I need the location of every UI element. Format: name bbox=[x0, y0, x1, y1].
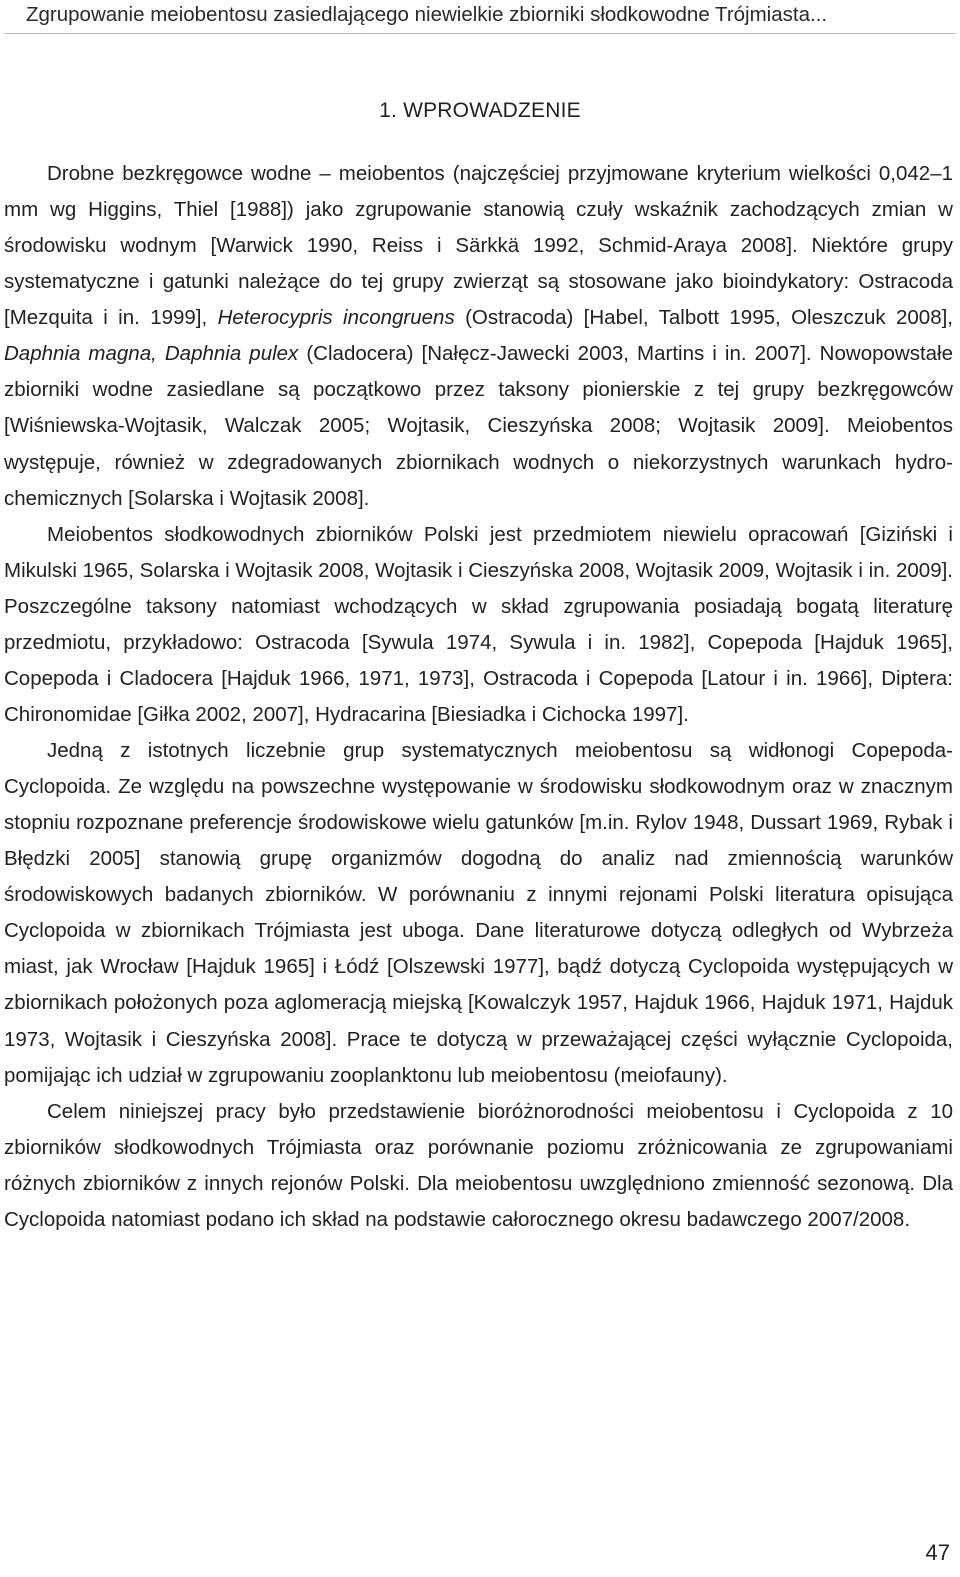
text-run: Celem niniejszej pracy było przedstawienie bioróżnorodności meiobentosu i Cyclopoida z 10 zbiorników słodkowodnych Trójmiasta oraz porównanie poziomu zróżnicowania ze zgrupowaniami różnych zbiorników z innych rejonów Polski. Dla meiobentosu uwzględniono zmienność sezonową. Dla Cyclopoida natomiast podano ich skład na podstawie całorocznego okresu badawczego 2007/2008. bbox=[4, 1099, 953, 1231]
species-name: Daphnia magna, Daphnia pulex bbox=[4, 342, 299, 366]
text-run: Jedną z istotnych liczebnie grup systematycznych meiobentosu są widłonogi Copepoda-Cyclopoida. Ze względu na powszechne występowanie w środowisku słodkowodnym oraz w znacznym stopniu rozpoznane preferencje środowiskowe wielu gatunków [m.in. Rylov 1948, Dussart 1969, Rybak i Błędzki 2005] stanowią grupę organizmów dogodną do analiz nad zmiennością warunków środowiskowych badanych zbiorników. W porównaniu z innymi rejonami Polski literatura opisująca Cyclopoida w zbiornikach Trójmiasta jest uboga. Dane literaturowe dotyczą odległych od Wybrzeża miast, jak Wrocław [Hajduk 1965] i Łódź [Olszewski 1977], bądź dotyczą Cyclopoida występujących w zbiornikach położonych poza aglomeracją miejską [Kowalczyk 1957, Hajduk 1966, Hajduk 1971, Hajduk 1973, Wojtasik i Cieszyńska 2008]. Prace te dotyczą w przeważającej części wyłącznie Cyclopoida, pomijając ich udział w zgrupowaniu zooplanktonu lub meiobentosu (meiofauny). bbox=[4, 739, 953, 1087]
paragraph-literature bbox=[4, 517, 953, 733]
text-run: (Ostracoda) [Habel, Talbott 1995, Oleszczuk 2008], bbox=[454, 306, 953, 330]
paragraph-cyclopoida bbox=[4, 733, 953, 1094]
paragraph-aim bbox=[4, 1094, 953, 1238]
text-run: (Cladocera) [Nałęcz-Jawecki 2003, Martins i in. 2007]. Nowopowstałe zbiorniki wodne zasiedlane są początkowo przez taksony pionierskie z tej grupy bezkręgowców [Wiśniewska-Wojtasik, Walczak 2005; Wojtasik, Cieszyńska 2008; Wojtasik 2009]. Meiobentos występuje, również w zdegradowanych zbiornikach wodnych o niekorzystnych warunkach hydro-chemicznych [Solarska i Wojtasik 2008]. bbox=[4, 342, 953, 510]
section-heading: 1. WPROWADZENIE bbox=[379, 99, 581, 122]
running-header bbox=[4, 0, 956, 34]
species-name: Heterocypris incongruens bbox=[217, 306, 455, 330]
page-number: 47 bbox=[925, 1540, 950, 1565]
running-title: Zgrupowanie meiobentosu zasiedlającego niewielkie zbiorniki słodkowodne Trójmiasta... bbox=[26, 3, 828, 26]
body-text bbox=[4, 156, 953, 1238]
paragraph-intro bbox=[4, 156, 953, 517]
text-run: Drobne bezkręgowce wodne – meiobentos (najczęściej przyjmowane kryterium wielkości 0,042–1 mm wg Higgins, Thiel [1988]) jako zgrupowanie stanowią czuły wskaźnik zachodzących zmian w środowisku wodnym [Warwick 1990, Reiss i Särkkä 1992, Schmid-Araya 2008]. Niektóre grupy systematyczne i gatunki należące do tej grupy zwierząt są stosowane jako bioindykatory: Ostracoda [Mezquita i in. 1999], bbox=[4, 162, 953, 330]
text-run: Meiobentos słodkowodnych zbiorników Polski jest przedmiotem niewielu opracowań [Giziński i Mikulski 1965, Solarska i Wojtasik 2008, Wojtasik i Cieszyńska 2008, Wojtasik 2009, Wojtasik i in. 2009]. Poszczególne taksony natomiast wchodzących w skład zgrupowania posiadają bogatą literaturę przedmiotu, przykładowo: Ostracoda [Sywula 1974, Sywula i in. 1982], Copepoda [Hajduk 1965], Copepoda i Cladocera [Hajduk 1966, 1971, 1973], Ostracoda i Copepoda [Latour i in. 1966], Diptera: Chironomidae [Giłka 2002, 2007], Hydracarina [Biesiadka i Cichocka 1997]. bbox=[4, 522, 953, 726]
